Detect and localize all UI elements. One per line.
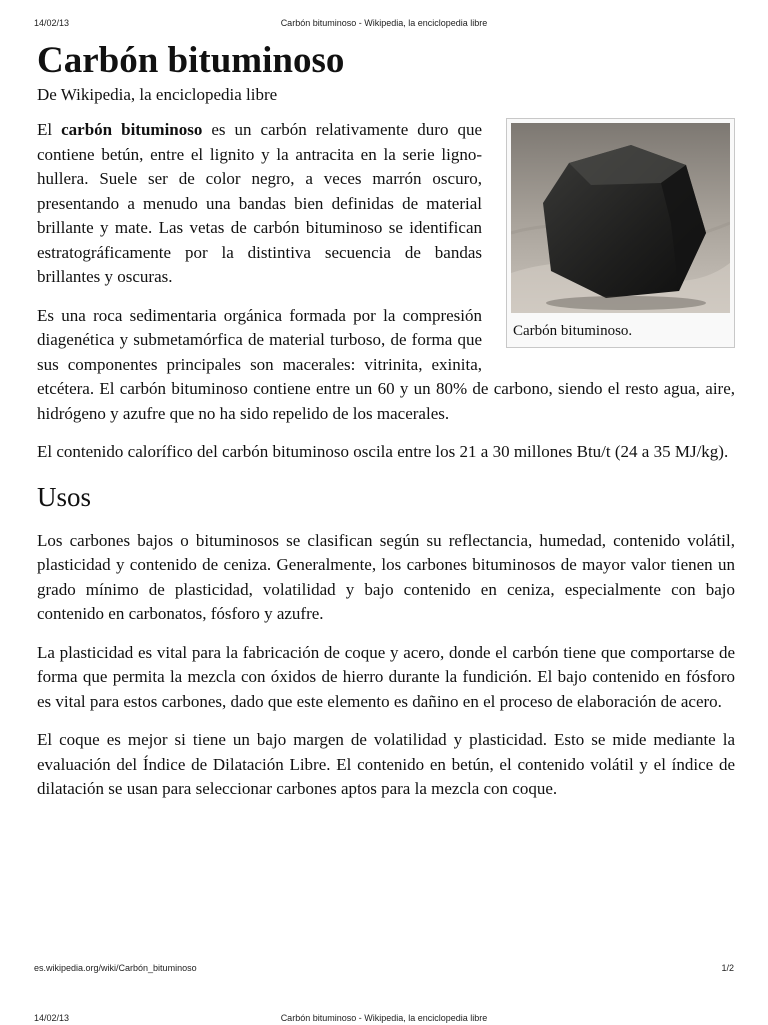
next-page-date: 14/02/13 — [34, 1013, 70, 1023]
usos-paragraph-1: Los carbones bajos o bituminosos se clasifican según su reflectancia, humedad, contenido volátil, plasticidad y contenido de ceniza. Generalmente, los carbones bituminosos de mayor valor tienen un grado mínimo de plasticidad, volatilidad y bajo contenido en ceniza, especialmente con bajo contenido en carbonatos, fósforo y azufre. — [37, 530, 735, 623]
next-page-header — [0, 1013, 768, 1025]
next-page-title: Carbón bituminoso - Wikipedia, la enciclopedia libre — [280, 1013, 488, 1023]
print-header — [0, 18, 768, 30]
section-heading-usos: Usos — [37, 481, 92, 512]
print-date: 14/02/13 — [34, 18, 70, 28]
usos-paragraph-3: El coque es mejor si tiene un bajo margen de volatilidad y plasticidad. Esto se mide mediante la evaluación del Índice de Dilatación Libre. El contenido en betún, el contenido volátil y el índice de dilatación se usan para seleccionar carbones aptos para la mezcla con coque. — [37, 730, 735, 798]
intro-lead-text: El — [37, 120, 62, 139]
footer-page-number: 1/2 — [721, 963, 734, 973]
article-content — [37, 38, 735, 816]
print-title: Carbón bituminoso - Wikipedia, la enciclopedia libre — [280, 18, 488, 28]
paragraph-composition: Es una roca sedimentaria orgánica formada por la compresión diagenética y submetamórfica de material turboso, de forma que sus componentes principales son macerales: vitrinita, exinita, etcétera. El carbón bituminoso contiene entre un 60 y un 80% de carbono, siendo el resto agua, aire, hidrógeno y azufre que no ha sido repelido de los macerales. — [37, 305, 735, 423]
coal-photo[interactable] — [511, 123, 730, 313]
print-footer — [0, 963, 768, 975]
term-bold: carbón bituminoso — [61, 120, 203, 139]
image-thumbnail[interactable] — [506, 118, 735, 348]
intro-body-text: es un carbón relativamente duro que contiene betún, entre el lignito y la antracita en la serie ligno-hullera. Suele ser de color negro, a veces marrón oscuro, presentando a menudo una bandas bien definidas de material brillante y mate. Las vetas de carbón bituminoso se identifican estratográficamente por la distintiva secuencia de bandas brillantes y oscuras. — [37, 120, 482, 286]
page-title: Carbón bituminoso — [37, 40, 345, 81]
footer-url[interactable]: es.wikipedia.org/wiki/Carbón_bituminoso — [34, 963, 197, 973]
usos-paragraph-2: La plasticidad es vital para la fabricación de coque y acero, donde el carbón tiene que comportarse de forma que permita la mezcla con óxidos de hierro durante la fundición. El bajo contenido en fósforo es vital para estos carbones, dado que este elemento es dañino en el proceso de elaboración de acero. — [37, 642, 735, 711]
image-caption: Carbón bituminoso. — [513, 323, 633, 339]
paragraph-calorific: El contenido calorífico del carbón bituminoso oscila entre los 21 a 30 millones Btu/t (24 a 35 MJ/kg). — [37, 442, 729, 461]
page-tagline: De Wikipedia, la enciclopedia libre — [37, 85, 278, 104]
